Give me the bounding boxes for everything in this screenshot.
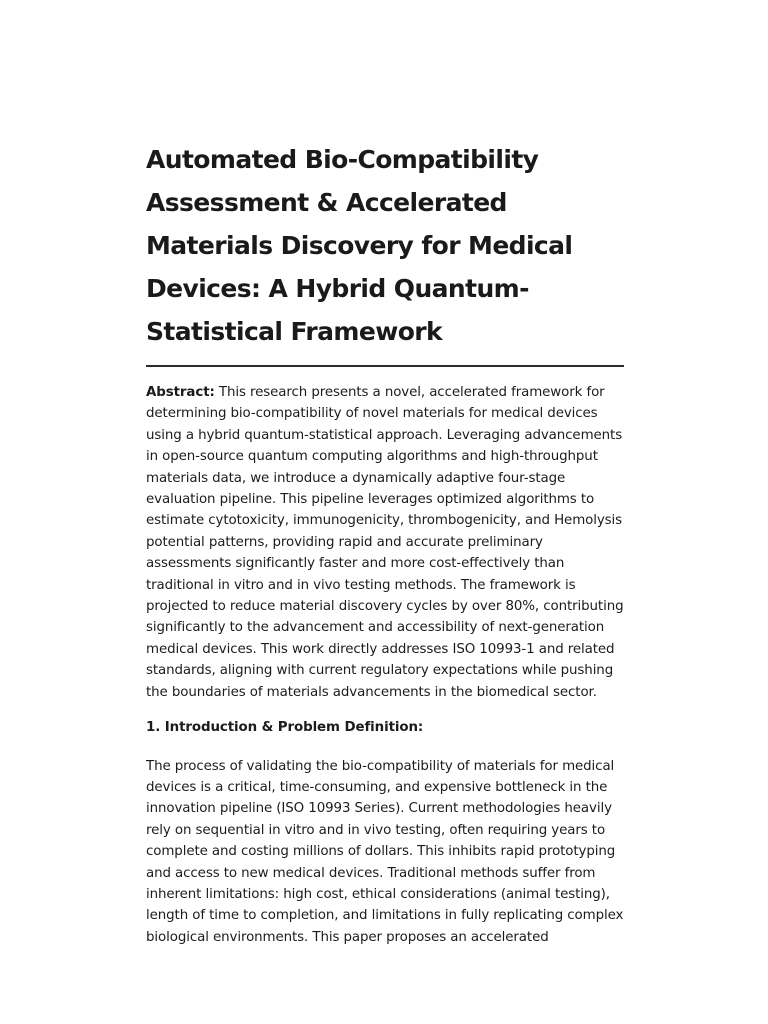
section-heading-introduction: 1. Introduction & Problem Definition: bbox=[146, 720, 424, 736]
paper-page bbox=[146, 138, 624, 948]
abstract-text: This research presents a novel, accelerated framework for determining bio-compatibility of novel materials for medical devices using a hybrid quantum-statistical approach. Leveraging advancements in open-source quantum computing algorithms and high-throughput materials data, we introduce a dynamically adaptive four-stage evaluation pipeline. This pipeline leverages optimized algorithms to estimate cytotoxicity, immunogenicity, thrombogenicity, and Hemolysis potential patterns, providing rapid and accurate preliminary assessments significantly faster and more cost-effectively than traditional in vitro and in vivo testing methods. The framework is projected to reduce material discovery cycles by over 80%, contributing significantly to the advancement and accessibility of next-generation medical devices. This work directly addresses ISO 10993-1 and related standards, aligning with current regulatory expectations while pushing the boundaries of materials advancements in the biomedical sector. bbox=[146, 385, 624, 700]
paper-title: Automated Bio-Compatibility Assessment & Accelerated Materials Discovery for Medical Devices: A Hybrid Quantum-Statistical Framework bbox=[146, 138, 624, 367]
abstract-label: Abstract: bbox=[146, 385, 215, 400]
introduction-paragraph: The process of validating the bio-compatibility of materials for medical devices is a critical, time-consuming, and expensive bottleneck in the innovation pipeline (ISO 10993 Series). Current methodologies heavily rely on sequential in vitro and in vivo testing, often requiring years to complete and costing millions of dollars. This inhibits rapid prototyping and access to new medical devices. Traditional methods suffer from inherent limitations: high cost, ethical considerations (animal testing), length of time to completion, and limitations in fully replicating complex biological environments. This paper proposes an accelerated bbox=[146, 758, 624, 945]
abstract-paragraph bbox=[146, 382, 624, 703]
